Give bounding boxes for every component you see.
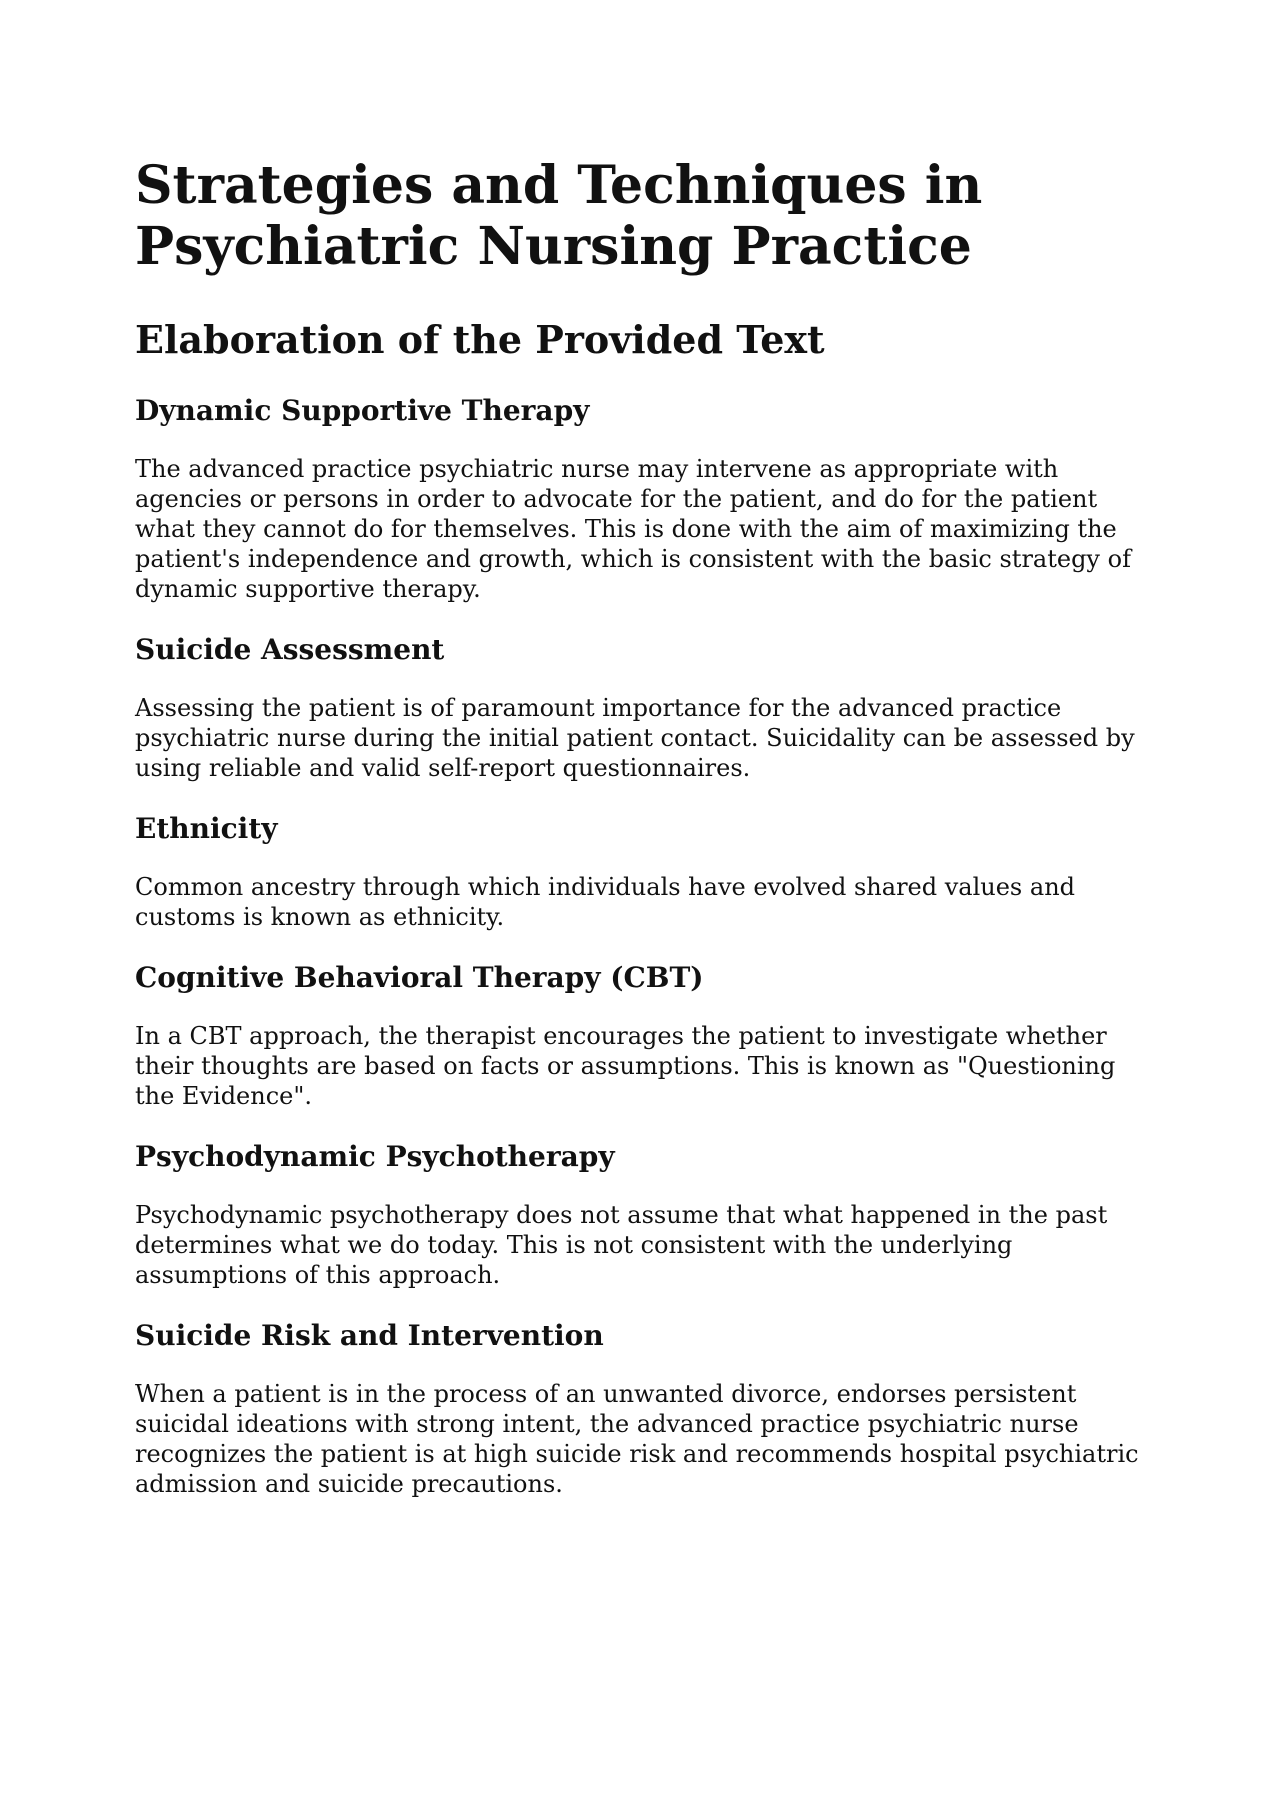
section-heading: Suicide Risk and Intervention [135, 1319, 604, 1352]
section-suicide-assessment [135, 633, 1145, 783]
section-body: The advanced practice psychiatric nurse may intervene as appropriate with agencies or persons in order to advocate for the patient, and do for the patient what they cannot do for themselves. This is done with the aim of maximizing the patient's independence and growth, which is consistent with the basic strategy of dynamic supportive therapy. [135, 455, 1131, 603]
section-body: In a CBT approach, the therapist encourages the patient to investigate whether their thoughts are based on facts or assumptions. This is known as "Questioning the Evidence". [135, 1022, 1116, 1110]
document-title: Strategies and Techniques in Psychiatric Nursing Practice [135, 155, 983, 277]
document-page [135, 155, 1145, 1528]
section-heading: Psychodynamic Psychotherapy [135, 1140, 615, 1173]
section-cbt [135, 961, 1145, 1111]
section-heading: Cognitive Behavioral Therapy (CBT) [135, 961, 704, 994]
section-dynamic-supportive-therapy [135, 394, 1145, 604]
section-ethnicity [135, 812, 1145, 932]
section-body: When a patient is in the process of an unwanted divorce, endorses persistent suicidal ideations with strong intent, the advanced practice psychiatric nurse recognizes the patient is at high suicide risk and recommends hospital psychiatric admission and suicide precautions. [135, 1380, 1139, 1498]
section-body: Common ancestry through which individuals have evolved shared values and customs is known as ethnicity. [135, 873, 1076, 931]
section-body: Psychodynamic psychotherapy does not assume that what happened in the past determines what we do today. This is not consistent with the underlying assumptions of this approach. [135, 1201, 1108, 1289]
section-body: Assessing the patient is of paramount importance for the advanced practice psychiatric nurse during the initial patient contact. Suicidality can be assessed by using reliable and valid self-report questionnaires. [135, 694, 1135, 782]
document-subtitle: Elaboration of the Provided Text [135, 317, 825, 362]
section-heading: Ethnicity [135, 812, 278, 845]
section-heading: Suicide Assessment [135, 633, 445, 666]
section-suicide-risk-intervention [135, 1319, 1145, 1499]
section-psychodynamic-psychotherapy [135, 1140, 1145, 1290]
section-heading: Dynamic Supportive Therapy [135, 394, 590, 427]
